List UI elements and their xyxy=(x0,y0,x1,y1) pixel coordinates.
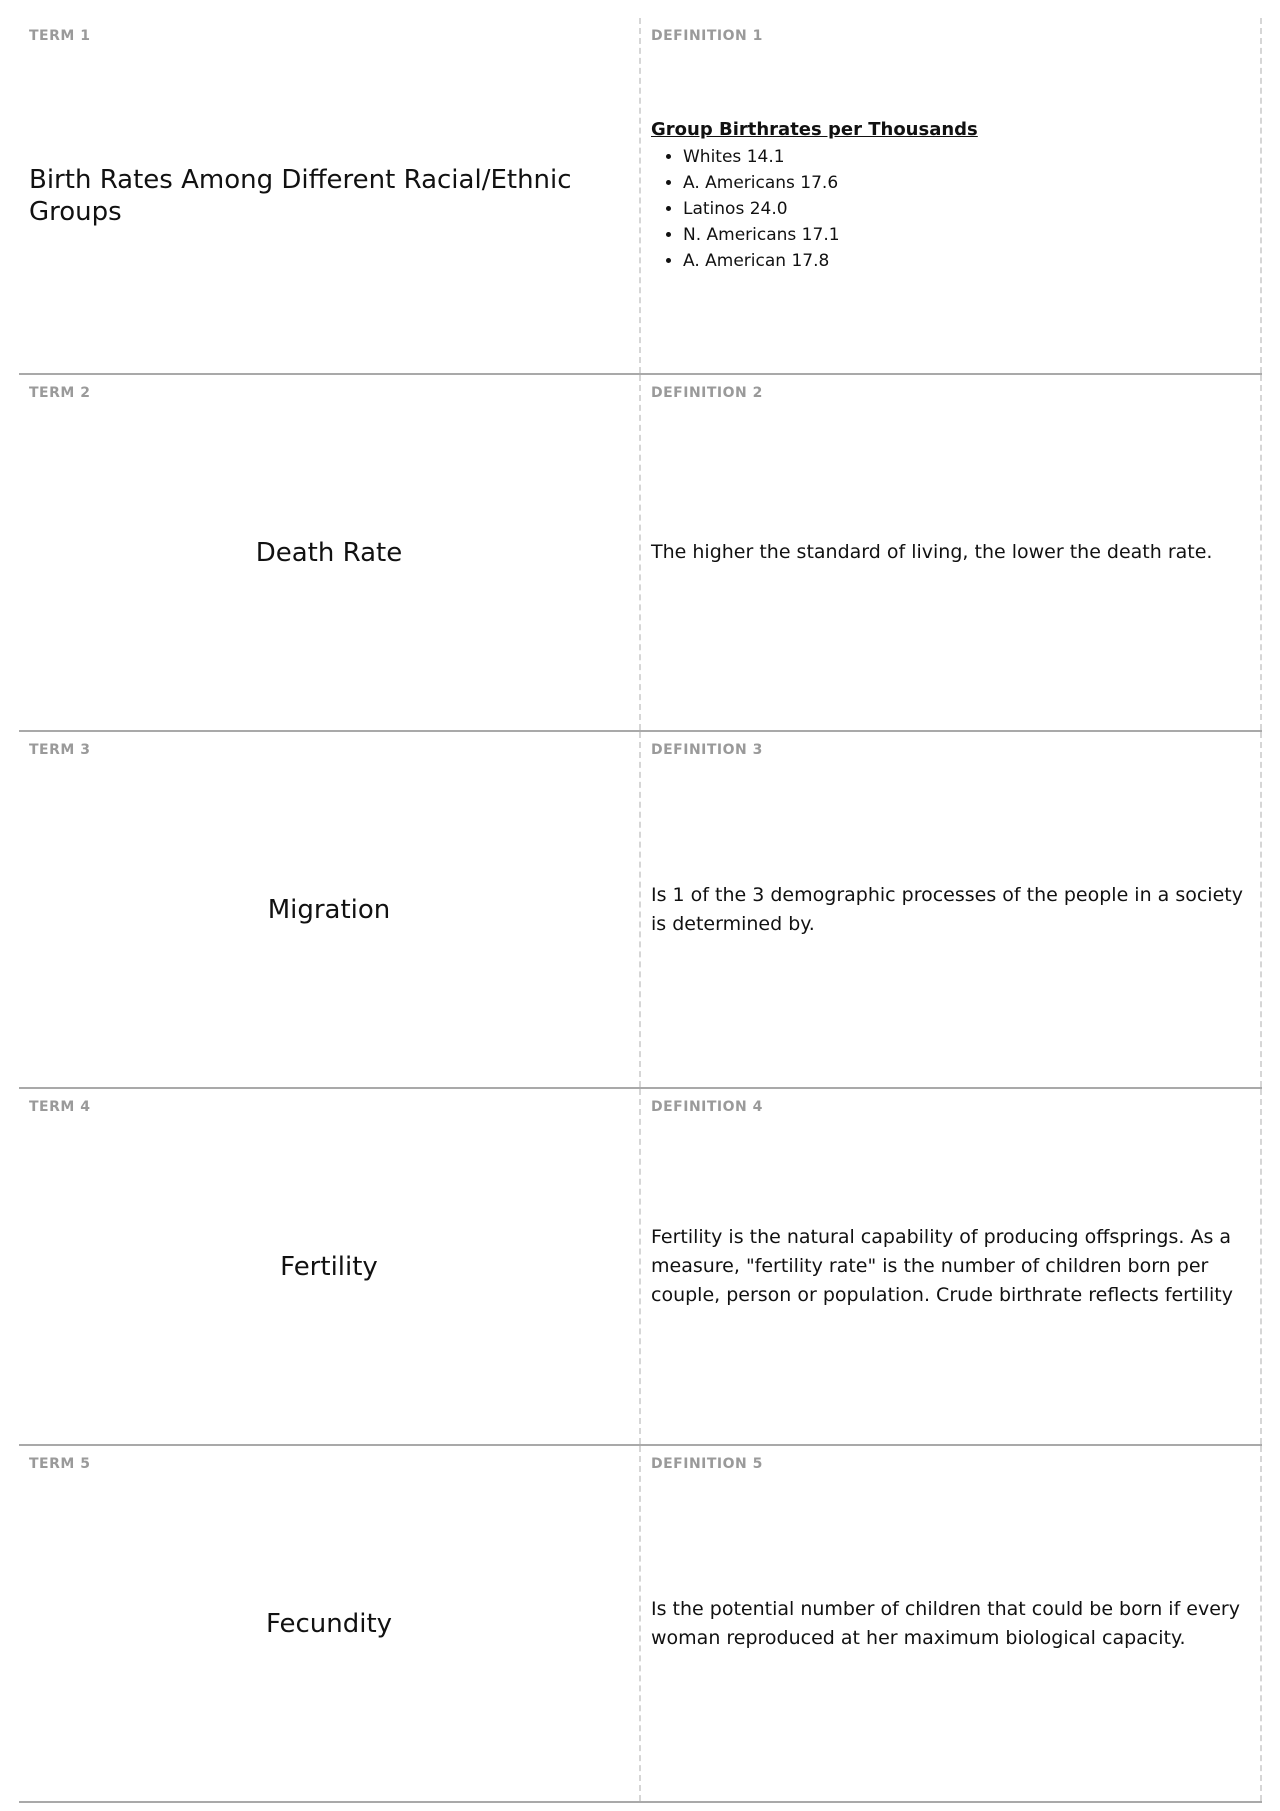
list-item: • A. American 17.8 xyxy=(683,248,1256,274)
flashcard-sheet xyxy=(19,18,1262,1803)
term-label: TERM 4 xyxy=(29,1099,91,1115)
flashcard-row xyxy=(19,1089,1262,1446)
definition-text: The higher the standard of living, the lower the death rate. xyxy=(651,541,1213,563)
definition-text: Is the potential number of children that could be born if every woman reproduced at her maximum biological capacity. xyxy=(651,1597,1240,1649)
list-item: • Whites 14.1 xyxy=(683,144,1256,170)
list-item: • Latinos 24.0 xyxy=(683,196,1256,222)
definition-body xyxy=(651,1089,1256,1444)
definition-body xyxy=(651,1446,1256,1801)
term-text: Fertility xyxy=(280,1251,378,1282)
definition-label: DEFINITION 4 xyxy=(651,1099,763,1115)
definition-text: Is 1 of the 3 demographic processes of the people in a society is determined by. xyxy=(651,883,1243,935)
term-text: Migration xyxy=(267,894,391,925)
flashcard-row xyxy=(19,18,1262,375)
definition-label: DEFINITION 1 xyxy=(651,28,763,44)
term-text: Birth Rates Among Different Racial/Ethnic Groups xyxy=(29,164,572,227)
term-cell xyxy=(19,732,641,1087)
definition-cell xyxy=(641,18,1262,373)
definition-content xyxy=(651,118,1256,274)
definition-body xyxy=(651,375,1256,730)
flashcard-row xyxy=(19,732,1262,1089)
definition-heading: Group Birthrates per Thousands xyxy=(651,118,978,140)
term-cell xyxy=(19,375,641,730)
definition-cell xyxy=(641,1089,1262,1444)
definition-label: DEFINITION 5 xyxy=(651,1456,763,1472)
term-label: TERM 2 xyxy=(29,385,91,401)
term-text: Fecundity xyxy=(265,1608,393,1639)
definition-list xyxy=(651,144,1256,274)
term-label: TERM 3 xyxy=(29,742,91,758)
term-cell xyxy=(19,1446,641,1801)
definition-cell xyxy=(641,375,1262,730)
definition-text: Fertility is the natural capability of producing offsprings. As a measure, "fertility rate" is the number of children born per couple, person or population. Crude birthrate reflects fertility xyxy=(651,1226,1233,1306)
term-label: TERM 1 xyxy=(29,28,91,44)
definition-body xyxy=(651,18,1256,373)
flashcard-row xyxy=(19,375,1262,732)
list-item: • A. Americans 17.6 xyxy=(683,170,1256,196)
term-cell xyxy=(19,1089,641,1444)
term-label: TERM 5 xyxy=(29,1456,91,1472)
definition-label: DEFINITION 3 xyxy=(651,742,763,758)
definition-label: DEFINITION 2 xyxy=(651,385,763,401)
term-text: Death Rate xyxy=(255,537,403,568)
term-cell xyxy=(19,18,641,373)
definition-body xyxy=(651,732,1256,1087)
flashcard-row xyxy=(19,1446,1262,1803)
definition-cell xyxy=(641,732,1262,1087)
list-item: • N. Americans 17.1 xyxy=(683,222,1256,248)
definition-cell xyxy=(641,1446,1262,1801)
